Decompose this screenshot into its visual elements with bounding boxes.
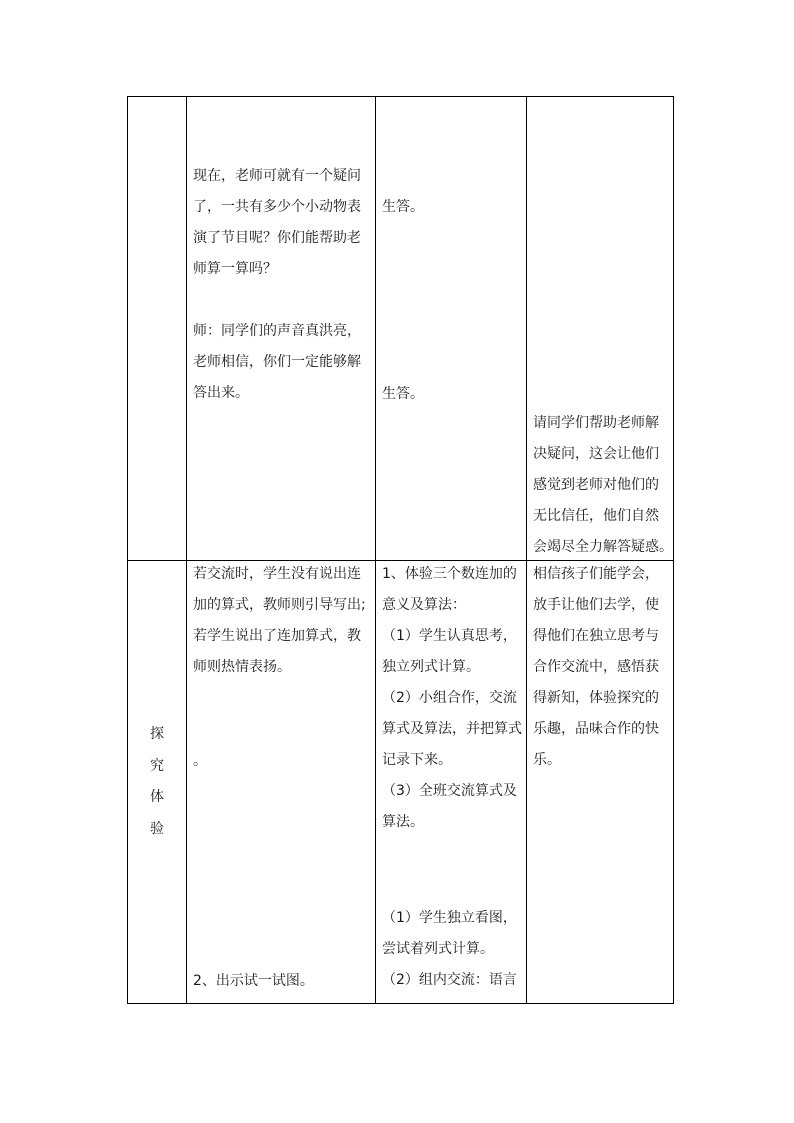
text-line: 乐。 <box>533 752 561 768</box>
text-line: 会竭尽全力解答疑惑。 <box>533 539 673 555</box>
text-line: 感觉到老师对他们的 <box>533 477 659 493</box>
text-block <box>193 316 373 409</box>
text-line: 得他们在独立思考与 <box>533 628 659 644</box>
design-intent-cell <box>527 561 674 1004</box>
text-line: 生答。 <box>382 386 424 402</box>
text-block <box>382 192 524 223</box>
text-line: 现在，老师可就有一个疑问 <box>193 168 361 184</box>
stage-cell <box>128 561 187 1004</box>
text-block <box>533 561 671 777</box>
text-line: 。 <box>193 753 207 769</box>
text-line: （3）全班交流算式及 <box>382 783 517 799</box>
design-intent-cell <box>527 97 674 561</box>
stage-char: 体 <box>150 789 164 805</box>
text-line: 了，一共有多少个小动物表 <box>193 199 361 215</box>
text-block <box>193 161 373 285</box>
table-row <box>128 561 674 1004</box>
text-line: 老师相信，你们一定能够解 <box>193 354 361 370</box>
stage-char: 究 <box>150 757 164 774</box>
text-block <box>193 746 373 777</box>
text-line: （2）小组合作，交流 <box>382 690 517 706</box>
text-line: 1、体验三个数连加的 <box>382 566 517 582</box>
text-line: 得新知，体验探究的 <box>533 690 659 706</box>
text-block <box>193 561 373 684</box>
text-line: 生答。 <box>382 199 424 215</box>
text-line: 算法。 <box>382 814 424 830</box>
stage-cell <box>128 97 187 561</box>
text-line: 乐趣，品味合作的快 <box>533 721 659 737</box>
text-line: 加的算式，教师则引导写出; <box>193 597 366 613</box>
text-line: （1）学生独立看图， <box>382 910 517 926</box>
text-line: 意义及算法： <box>382 597 466 613</box>
text-line: 合作交流中，感悟获 <box>533 659 659 675</box>
teacher-activity-cell <box>187 97 376 561</box>
text-line: 演了节目呢？你们能帮助老 <box>193 230 361 246</box>
text-line: 师则热情表扬。 <box>193 659 291 675</box>
text-line: 决疑问，这会让他们 <box>533 446 659 462</box>
stage-label <box>128 719 186 845</box>
text-line: 放手让他们去学，使 <box>533 597 659 613</box>
text-block <box>382 561 524 839</box>
text-line: 师算一算吗？ <box>193 261 277 277</box>
text-line: 请同学们帮助老师解 <box>533 415 659 431</box>
text-line: 若学生说出了连加算式，教 <box>193 628 361 644</box>
stage-char: 探 <box>150 726 164 742</box>
stage-char: 验 <box>150 820 164 837</box>
text-line: 记录下来。 <box>382 752 452 768</box>
text-line: 师：同学们的声音真洪亮， <box>193 323 361 339</box>
text-block <box>533 408 671 561</box>
text-line: （1）学生认真思考， <box>382 628 517 644</box>
text-line: 算式及算法，并把算式 <box>382 721 522 737</box>
text-line: 尝试着列式计算。 <box>382 941 494 957</box>
teacher-activity-cell <box>187 561 376 1004</box>
lesson-plan-table <box>127 96 674 1004</box>
student-activity-cell <box>376 561 527 1004</box>
text-line: 相信孩子们能学会， <box>533 566 659 582</box>
student-activity-cell <box>376 97 527 561</box>
text-block <box>193 966 373 997</box>
text-block <box>382 903 524 996</box>
text-line: 2、出示试一试图。 <box>193 973 314 989</box>
text-line: （2）组内交流：语言 <box>382 972 517 988</box>
text-line: 若交流时，学生没有说出连 <box>193 566 361 582</box>
text-line: 答出来。 <box>193 385 249 401</box>
text-line: 独立列式计算。 <box>382 659 480 675</box>
text-line: 无比信任，他们自然 <box>533 508 659 524</box>
table-row <box>128 97 674 561</box>
text-block <box>382 379 524 410</box>
